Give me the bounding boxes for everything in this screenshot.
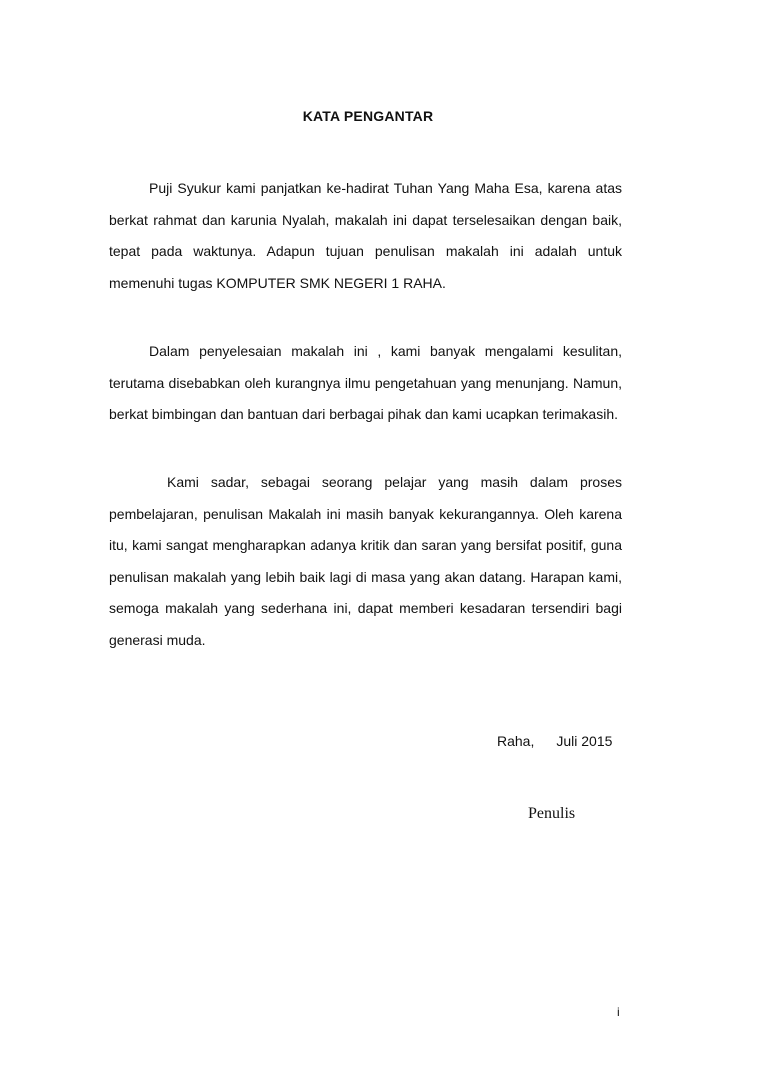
date-text: Juli 2015 — [556, 733, 613, 749]
paragraph-1-text: Puji Syukur kami panjatkan ke-hadirat Tuhan Yang Maha Esa, karena atas berkat rahmat dan karunia Nyalah, makalah ini dapat terselesaikan dengan baik, tepat pada waktunya. Adapun tujuan penulisan makalah ini adalah untuk memenuhi tugas KOMPUTER SMK NEGERI 1 RAHA. — [109, 180, 622, 291]
paragraph-1 — [109, 173, 622, 299]
place-date-line — [497, 733, 612, 749]
place-text: Raha, — [497, 733, 535, 749]
paragraph-3-text: Kami sadar, sebagai seorang pelajar yang masih dalam proses pembelajaran, penulisan Makalah ini masih banyak kekurangannya. Oleh karena itu, kami sangat mengharapkan adanya kritik dan saran yang bersifat positif, guna penulisan makalah yang lebih baik lagi di masa yang akan datang. Harapan kami, semoga makalah yang sederhana ini, dapat memberi kesadaran tersendiri bagi generasi muda. — [109, 474, 622, 648]
paragraph-2 — [109, 336, 622, 431]
author-signature: Penulis — [528, 805, 576, 822]
paragraph-2-text: Dalam penyelesaian makalah ini , kami banyak mengalami kesulitan, terutama disebabkan oleh kurangnya ilmu pengetahuan yang menunjang. Namun, berkat bimbingan dan bantuan dari berbagai pihak dan kami ucapkan terimakasih. — [109, 343, 622, 423]
page-title: KATA PENGANTAR — [302, 108, 434, 124]
page-number: i — [617, 1005, 620, 1019]
paragraph-3 — [109, 467, 622, 657]
